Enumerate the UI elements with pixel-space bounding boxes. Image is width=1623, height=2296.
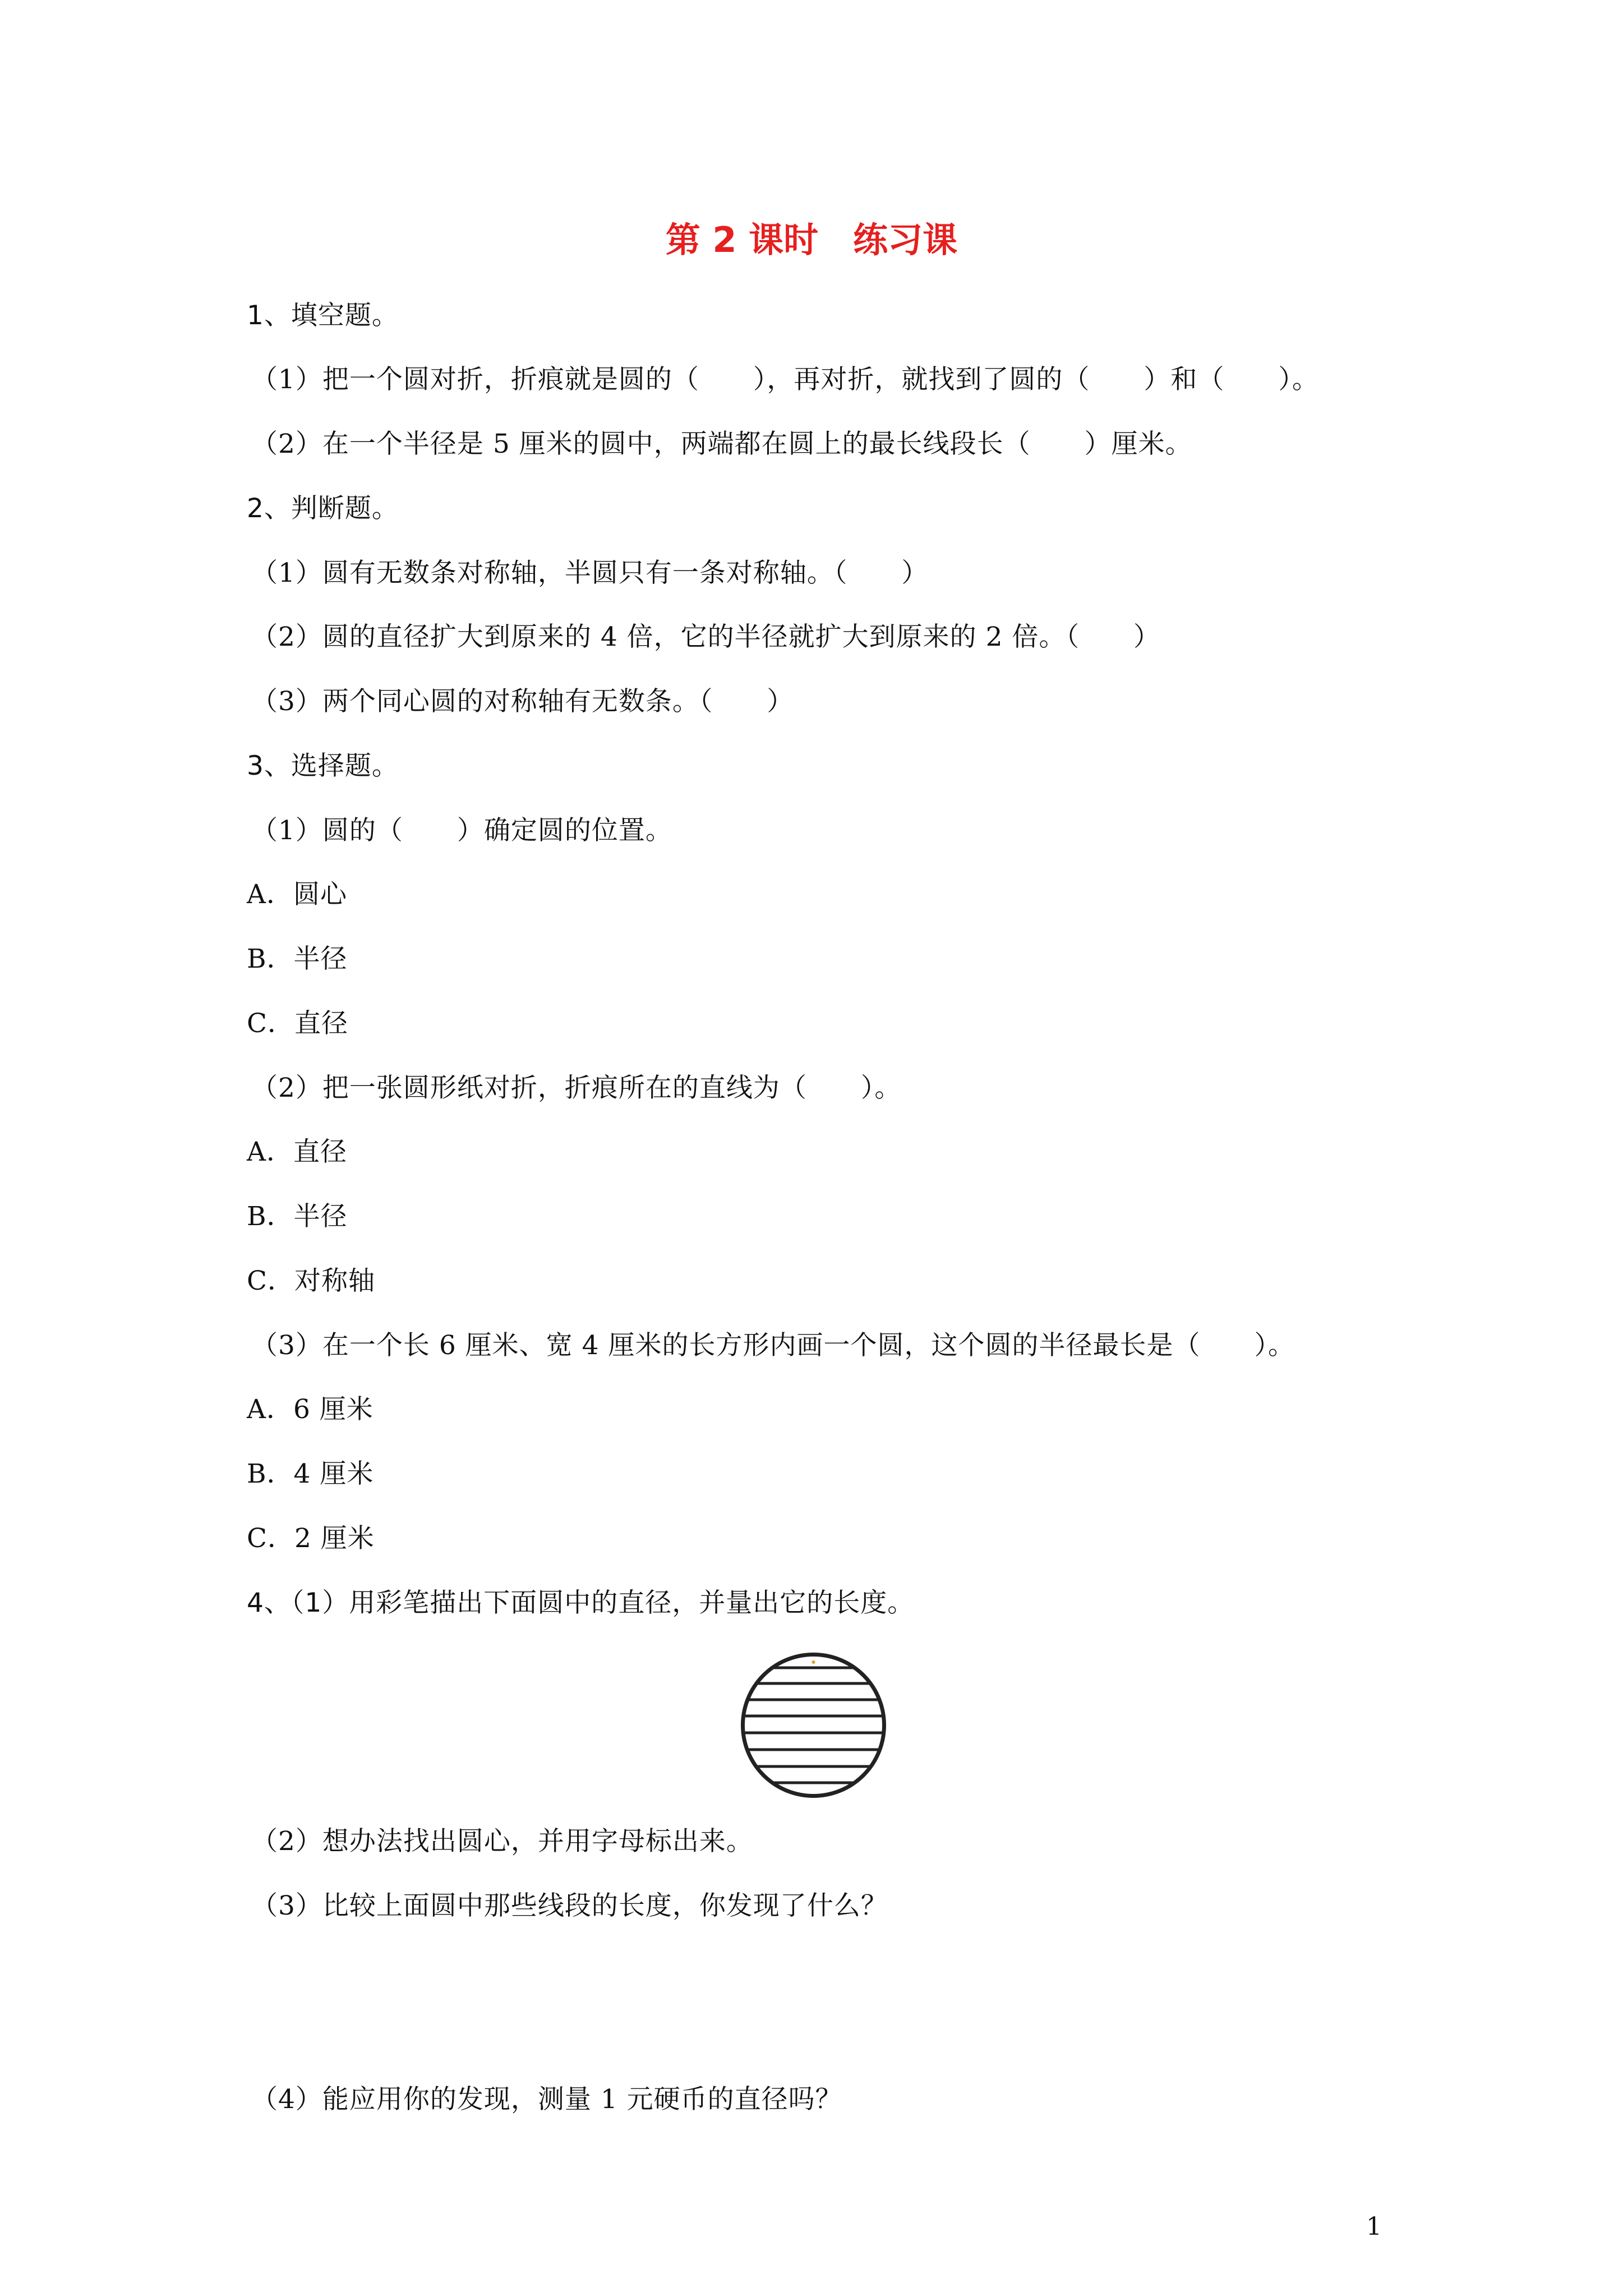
measure-question-2: （2）想办法找出圆心，并用字母标出来。 [251, 1826, 753, 1857]
section-4-heading: 4、（1）用彩笔描出下面圆中的直径，并量出它的长度。 [247, 1588, 915, 1618]
choice-question-1-option-a: A．圆心 [247, 879, 347, 910]
measure-question-4: （4）能应用你的发现，测量 1 元硬币的直径吗？ [251, 2084, 842, 2115]
true-false-question-3: （3）两个同心圆的对称轴有无数条。（ ） [251, 686, 794, 717]
choice-question-3-option-c: C．2 厘米 [247, 1523, 375, 1554]
color-dot [812, 1660, 815, 1664]
true-false-question-1: （1）圆有无数条对称轴，半圆只有一条对称轴。（ ） [251, 558, 929, 588]
choice-question-1: （1）圆的（ ）确定圆的位置。 [251, 815, 672, 846]
section-2-heading: 2、判断题。 [247, 493, 399, 524]
circle-with-chords-diagram [739, 1651, 888, 1800]
fill-blank-question-1: （1）把一个圆对折，折痕就是圆的（ ），再对折，就找到了圆的（ ）和（ ）。 [251, 364, 1319, 395]
measure-question-3: （3）比较上面圆中那些线段的长度，你发现了什么？ [251, 1890, 888, 1921]
choice-question-2-option-b: B．半径 [247, 1201, 348, 1232]
choice-question-3-option-a: A．6 厘米 [247, 1394, 374, 1425]
page-number: 1 [1366, 2212, 1382, 2241]
page-title: 第 2 课时 练习课 [665, 219, 958, 260]
choice-question-3: （3）在一个长 6 厘米、宽 4 厘米的长方形内画一个圆，这个圆的半径最长是（ ）。 [251, 1330, 1295, 1361]
choice-question-3-option-b: B．4 厘米 [247, 1458, 374, 1489]
choice-question-1-option-c: C．直径 [247, 1008, 348, 1039]
choice-question-2-option-a: A．直径 [247, 1137, 347, 1167]
choice-question-2-option-c: C．对称轴 [247, 1266, 375, 1296]
circle-outline [743, 1655, 884, 1796]
true-false-question-2: （2）圆的直径扩大到原来的 4 倍，它的半径就扩大到原来的 2 倍。（ ） [251, 622, 1160, 652]
choice-question-2: （2）把一张圆形纸对折，折痕所在的直线为（ ）。 [251, 1073, 902, 1103]
section-1-heading: 1、填空题。 [247, 300, 399, 331]
section-3-heading: 3、选择题。 [247, 751, 399, 781]
fill-blank-question-2: （2）在一个半径是 5 厘米的圆中，两端都在圆上的最长线段长（ ）厘米。 [251, 429, 1192, 459]
choice-question-1-option-b: B．半径 [247, 944, 348, 974]
